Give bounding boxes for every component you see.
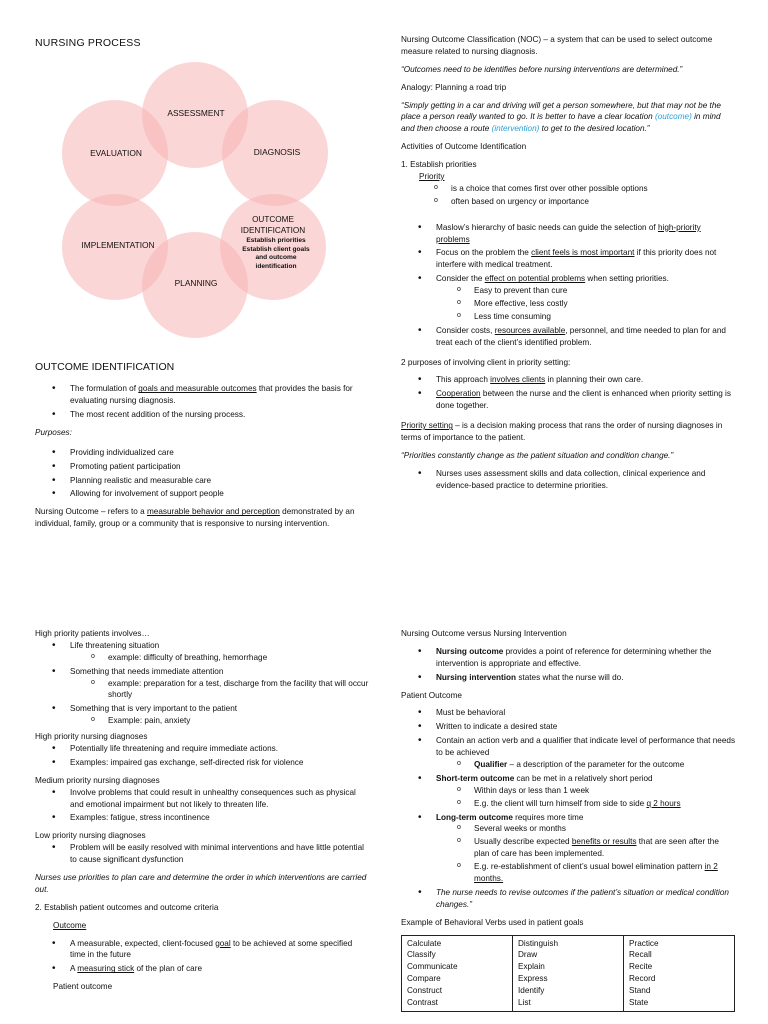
priority-setting-definition: Priority setting – is a decision making process that rans the order of nursing diagnoses in terms of importance to the patient. [401,421,723,443]
outcome-list [35,938,369,976]
establish-outcomes-heading: 2. Establish patient outcomes and outcome criteria [35,902,219,912]
versus-heading: Nursing Outcome versus Nursing Intervention [401,629,567,638]
list-item: • Nursing intervention states what the nurse will do. [401,672,736,684]
list-item: o example: difficulty of breathing, hemorrhage [88,652,369,664]
list-item: • Maslow’s hierarchy of basic needs can guide the selection of high-priority problems [401,222,735,246]
list-item: o Less time consuming [454,311,735,323]
behavioral-verbs-table [401,935,735,1012]
verbs-column-2: Distinguish Draw Explain Express Identify List [513,935,624,1011]
left-top-column [35,36,365,51]
nurses-use-priorities: Nurses use priorities to plan care and determine the order in which interventions are carried out. [35,873,367,894]
list-item: o often based on urgency or importance [431,196,735,208]
list-item: o is a choice that comes first over other possible options [431,183,735,195]
list-item: o E.g. the client will turn himself from side to side q 2 hours [454,798,736,810]
list-item: • Written to indicate a desired state [401,721,736,733]
label-evaluation: EVALUATION [90,148,142,158]
right-top-column [401,34,735,494]
purposes-label: Purposes: [35,427,72,437]
list-item: • Nurses uses assessment skills and data collection, clinical experience and evidence-based practice to determine priorities. [401,468,735,492]
list-item: • Allowing for involvement of support people [35,488,365,500]
outcome-identification-section [35,360,365,530]
high-priority-dx-heading: High priority nursing diagnoses [35,732,148,742]
outcome-label: Outcome [53,920,87,930]
list-item: • Consider costs, resources available, personnel, and time needed to plan for and treat each of the client’s identified problem. [401,325,735,349]
list-item: • Life threatening situation o example: difficulty of breathing, hemorrhage [35,640,369,664]
low-priority-dx-list [35,842,369,866]
noc-definition: Nursing Outcome Classification (NOC) – a system that can be used to select outcome measure related to nursing diagnosis. [401,35,713,56]
road-trip-quote: “Simply getting in a car and driving will get a person somewhere, but that may not be the place a person really wanted to go. It is better to have a clear location (outcome) in mind and then choose a route (intervention) to get to the desired location.” [401,100,721,134]
right-bottom-column [401,628,736,1012]
list-item: • The formulation of goals and measurable outcomes that provides the basis for evaluating nursing diagnosis. [35,383,365,407]
two-purposes: 2 purposes of involving client in priority setting: [401,357,571,367]
patient-outcome-label: Patient outcome [53,982,113,992]
involvement-list [401,374,735,412]
label-implementation: IMPLEMENTATION [81,240,155,250]
list-item: • Nursing outcome provides a point of reference for determining whether the intervention is appropriate and effective. [401,646,736,670]
list-item: • Examples: impaired gas exchange, self-directed risk for violence [35,757,369,769]
list-item: o Usually describe expected benefits or results that are seen after the plan of care has been implemented. [454,836,736,860]
list-item: • The nurse needs to revise outcomes if the patient’s situation or medical condition changes.” [401,887,736,911]
list-item: o Example: pain, anxiety [88,715,369,727]
priority-label: Priority [419,172,445,182]
verbs-column-3: Practice Recall Recite Record Stand State [624,935,735,1011]
list-item: • Short-term outcome can be met in a relatively short period o Within days or less than 1 week o E.g. the client will turn himself from side to side q 2 hours [401,773,736,810]
label-planning: PLANNING [174,278,218,288]
medium-priority-dx-list [35,787,369,825]
list-item: o Several weeks or months [454,823,736,835]
list-item: • Involve problems that could result in unhealthy consequences such as physical and emotional impairment but not likely to threaten life. [35,787,369,811]
list-item: • Potentially life threatening and require immediate actions. [35,743,369,755]
list-item: • A measurable, expected, client-focused goal to be achieved at some specified time in the future [35,938,369,962]
list-item: • This approach involves clients in planning their own care. [401,374,735,386]
list-item: • Promoting patient participation [35,461,365,473]
list-item: • Focus on the problem the client feels is most important if this priority does not interfere with medical treatment. [401,247,735,271]
list-item: • Planning realistic and measurable care [35,475,365,487]
list-item: • Contain an action verb and a qualifier that indicate level of performance that needs to be achieved o Qualifier – a description of the parameter for the outcome [401,735,736,771]
list-item: • Consider the effect on potential problems when setting priorities. o Easy to prevent than cure o More effective, less costly o Less time consuming [401,273,735,323]
list-item: o Within days or less than 1 week [454,785,736,797]
high-priority-patients-heading: High priority patients involves… [35,629,150,638]
list-item: o Easy to prevent than cure [454,285,735,297]
nursing-outcome-definition: Nursing Outcome – refers to a measurable behavior and perception demonstrated by an individual, family, group or a community that is responsive to nursing intervention. [35,507,355,529]
verbs-column-1: Calculate Classify Communicate Compare Construct Contrast [402,935,513,1011]
nurses-uses-list [401,468,735,492]
list-item: • Problem will be easily resolved with minimal interventions and have little potential to cause significant dysfunction [35,842,369,866]
high-priority-patients-list [35,640,369,727]
priorities-change-quote: “Priorities constantly change as the patient situation and condition change.” [401,450,674,460]
purposes-list [35,447,365,501]
label-outcome-sub: Establish priorities Establish client goals and outcome identification [242,237,310,270]
page-title: NURSING PROCESS [35,37,141,49]
list-item: • Must be behavioral [401,707,736,719]
analogy-heading: Analogy: Planning a road trip [401,82,507,92]
list-item: • Cooperation between the nurse and the client is enhanced when priority setting is done together. [401,388,735,412]
label-assessment: ASSESSMENT [167,108,225,118]
behavioral-verbs-title: Example of Behavioral Verbs used in patient goals [401,917,584,927]
patient-outcome-list [401,707,736,910]
table-row [402,935,735,1011]
activities-heading: Activities of Outcome Identification [401,142,527,152]
high-priority-dx-list [35,743,369,769]
patient-outcome-heading: Patient Outcome [401,690,462,700]
list-item: • The most recent addition of the nursing process. [35,409,365,421]
nursing-process-diagram [58,60,348,345]
establish-priorities-heading: 1. Establish priorities [401,160,477,170]
list-item: o More effective, less costly [454,298,735,310]
outcome-bullets [35,383,365,421]
outcome-identification-title: OUTCOME IDENTIFICATION [35,361,175,373]
list-item: • A measuring stick of the plan of care [35,963,369,975]
list-item: o example: preparation for a test, discharge from the facility that will occur shortly [88,678,369,702]
list-item: • Long-term outcome requires more time o Several weeks or months o Usually describe expected benefits or results that are seen after the plan of care has been implemented. o E.g. re-establishment of client’s usual bowel elimination pattern in 2 months. [401,812,736,885]
priority-subs [431,183,735,208]
quote-outcomes: “Outcomes need to be identifies before nursing interventions are determined.” [401,64,683,74]
list-item: • Providing individualized care [35,447,365,459]
label-outcome-identification: OUTCOME IDENTIFICATION [240,215,306,235]
list-item: o Qualifier – a description of the parameter for the outcome [454,759,736,771]
priority-guidelines [401,222,735,349]
versus-list [401,646,736,684]
label-diagnosis: DIAGNOSIS [253,147,301,157]
low-priority-dx-heading: Low priority nursing diagnoses [35,831,146,841]
list-item: • Examples: fatigue, stress incontinence [35,812,369,824]
medium-priority-dx-heading: Medium priority nursing diagnoses [35,775,160,785]
list-item: • Something that needs immediate attention o example: preparation for a test, discharge from the facility that will occur shortly [35,666,369,702]
list-item: • Something that is very important to the patient o Example: pain, anxiety [35,703,369,727]
consider-subs [454,285,735,323]
list-item: o E.g. re-establishment of client’s usual bowel elimination pattern in 2 months. [454,861,736,885]
left-bottom-column [35,628,369,993]
